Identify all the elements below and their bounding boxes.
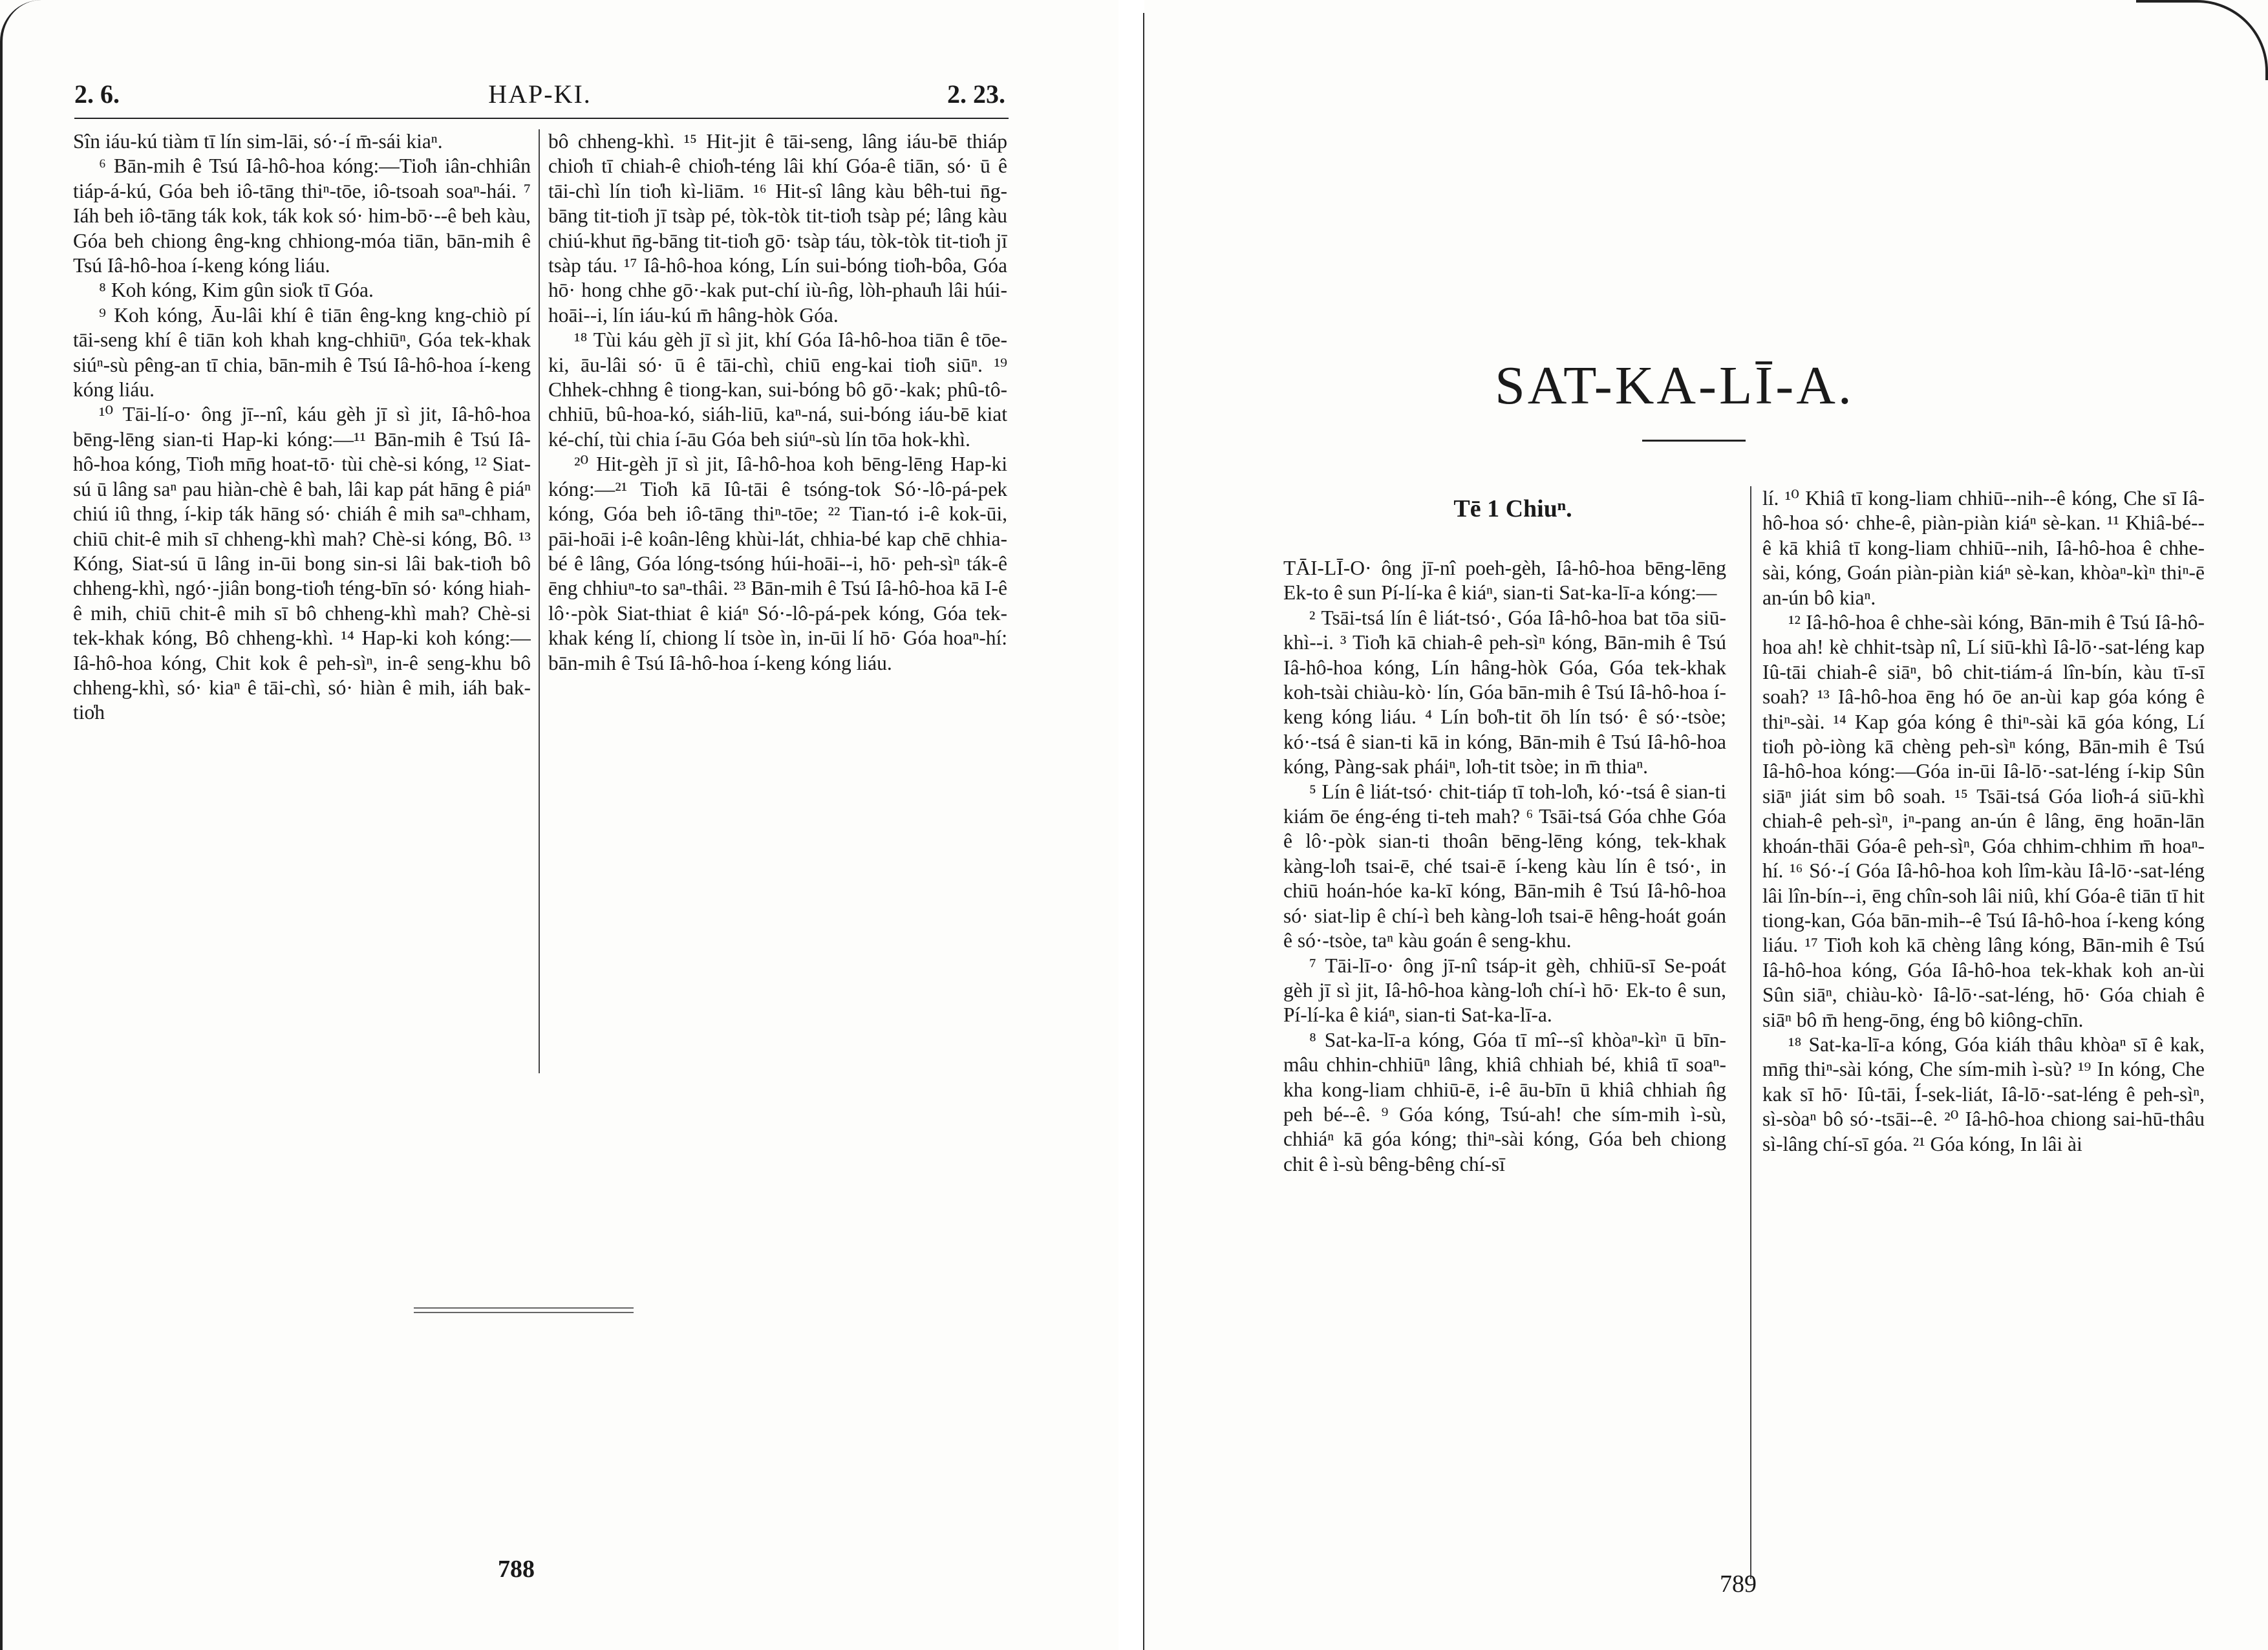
paragraph: ² Tsāi-tsá lín ê liát-tsó·, Góa Iâ-hô-hoa bat tōa siū-khì--i. ³ Tio̍h kā chiah-ê peh-sìⁿ kóng, Bān-mih ê Tsú Iâ-hô-hoa kóng, Lín hâng-hòk Góa, Góa tek-khak koh-tsài chiàu-kò· lín, Góa bān-mih ê Tsú Iâ-hô-hoa í-keng kóng liáu. ⁴ Lín bo̍h-tit ōh lín tsó· ê só·-tsòe; kó·-tsá ê sian-ti kā in kóng, Bān-mih ê Tsú Iâ-hô-hoa kóng, Pàng-sak pháiⁿ, lo̍h-tit tsòe; in m̄ thiaⁿ.	[1283, 606, 1726, 778]
paragraph: bô chheng-khì. ¹⁵ Hit-jit ê tāi-seng, lâng iáu-bē thiáp chio̍h tī chiah-ê chio̍h-téng lâi khí Góa-ê tiān, só· ū ê tāi-chì lín tio̍h kì-liām. ¹⁶ Hit-sî lâng kàu bêh-tui n̄g-bāng tit-tio̍h jī tsàp pé, tòk-tòk tit-tio̍h tsàp pé; lâng kàu chiú-khut n̄g-bāng tit-tio̍h gō· tsàp táu, tòk-tòk tit-tio̍h jī tsàp táu. ¹⁷ Iâ-hô-hoa kóng, Lín sui-bóng tio̍h-bôa, Góa hō· hong chhe gō·-kak put-chí iù-n̂g, lòh-phau̍h lâi húi-hoāi--i, lín iáu-kú m̄ hâng-hòk Góa.	[548, 130, 1007, 327]
book-title: SAT-KA-LĪ-A.	[1495, 356, 1854, 416]
paragraph: ¹⁰ Tāi-lí-o· ông jī--nî, káu gèh jī sì jit, Iâ-hô-hoa bēng-lēng sian-ti Hap-ki kóng:—¹¹ Bān-mih ê Tsú Iâ-hô-hoa kóng, Tio̍h mn̄g hoat-tō· tùi chè-si kóng, ¹² Siat-sú ū lâng saⁿ pau hiàn-chè ê bah, lâi kap pát hāng ê piáⁿ chiú iû thng, í-kip ták hāng só· chiáh ê mih saⁿ-chham, chiū chit-ê mih sī chheng-khì mah? Chè-si kóng, Bô. ¹³ Kóng, Siat-sú ū lâng in-ūi bong sin-si lâi bak-tio̍h bô chheng-khì, ngó·-jiân bong-tio̍h téng-bīn só· kóng hiah-ê mih, chiū chit-ê mih sī bô chheng-khì mah? Chè-si tek-khak kóng, Bô chheng-khì. ¹⁴ Hap-ki koh kóng:—Iâ-hô-hoa kóng, Chit kok ê peh-sìⁿ, in-ê seng-khu bô chheng-khì, só· kiaⁿ ê tāi-chì, só· hiàn ê mih, iáh bak-tio̍h	[73, 403, 531, 724]
page-number: 789	[1720, 1570, 1757, 1598]
paragraph: lí. ¹⁰ Khiâ tī kong-liam chhiū--nih--ê kóng, Che sī Iâ-hô-hoa só· chhe-ê, piàn-piàn kiáⁿ sè-kan. ¹¹ Khiâ-bé--ê kā khiâ tī kong-liam chhiū--nih, Iâ-hô-hoa ê chhe-sài, kóng, Goán piàn-piàn kiáⁿ sè-kan, khòaⁿ-kìⁿ thiⁿ-ē an-ún bô kiaⁿ.	[1762, 487, 2205, 609]
page-number: 788	[498, 1556, 535, 1583]
paragraph: ⁶ Bān-mih ê Tsú Iâ-hô-hoa kóng:—Tio̍h iân-chhiân tiáp-á-kú, Góa beh iô-tāng thiⁿ-tōe, iô-tsoah soaⁿ-hái. ⁷ Iáh beh iô-tāng ták kok, ták kok só· him-bō·--ê beh kàu, Góa beh chiong êng-kng chhiong-móa tiān, bān-mih ê Tsú Iâ-hô-hoa í-keng kóng liáu.	[73, 155, 531, 277]
paragraph: ⁵ Lín ê liát-tsó· chit-tiáp tī toh-lo̍h, kó·-tsá ê sian-ti kiám ōe éng-éng ti-teh mah? ⁶ Tsāi-tsá Góa chhe Góa ê lô·-pòk sian-ti thoân bēng-lēng kóng, tek-khak kàng-lo̍h tsai-ē, ché tsai-ē í-keng kàu lín ê tsó·, in chiū hoán-hóe ka-kī kóng, Bān-mih ê Tsú Iâ-hô-hoa só· siat-lip ê chí-ì beh kàng-lo̍h tsai-ē hêng-hoát goán ê só·-tsòe, taⁿ kàu goán ê seng-khu.	[1283, 780, 1726, 952]
paragraph: ¹² Iâ-hô-hoa ê chhe-sài kóng, Bān-mih ê Tsú Iâ-hô-hoa ah! kè chhit-tsàp nî, Lí siū-khì Iâ-lō·-sat-léng kap Iû-tāi chiah-ê siāⁿ, bô chit-tiám-á lîn-bín, kàu tī-sī soah? ¹³ Iâ-hô-hoa ēng hó ōe an-ùi kap góa kóng ê thiⁿ-sài. ¹⁴ Kap góa kóng ê thiⁿ-sài kā góa kóng, Lí tio̍h pò-iòng kā chèng peh-sìⁿ kóng, Bān-mih ê Tsú Iâ-hô-hoa kóng:—Góa in-ūi Iâ-lō·-sat-léng í-kip Sûn siāⁿ jiát sim bô soah. ¹⁵ Tsāi-tsá Góa lio̍h-á siū-khì chiah-ê peh-sìⁿ, iⁿ-pang an-ún ê lâng, ēng hoān-lān khoán-thāi Góa-ê peh-sìⁿ, Góa chhim-chhim m̄ hoaⁿ-hí. ¹⁶ Só·-í Góa Iâ-hô-hoa koh lîm-kàu Iâ-lō·-sat-léng lâi lîn-bín--i, ēng chîn-soh lâi niû, khí Góa-ê tiān tī hit tiong-kan, Góa bān-mih--ê Tsú Iâ-hô-hoa í-keng kóng liáu. ¹⁷ Tio̍h koh kā chèng lâng kóng, Bān-mih ê Tsú Iâ-hô-hoa kóng, Góa Iâ-hô-hoa tek-khak koh an-ùi Sûn siāⁿ, chiàu-kò· Iâ-lō·-sat-léng, hō· Góa chiah ê siāⁿ bô m̄ heng-ōng, éng bô kiông-chīn.	[1762, 611, 2205, 1031]
paragraph: ⁷ Tāi-lī-o· ông jī-nî tsáp-it gèh, chhiū-sī Se-poát gèh jī sì jit, Iâ-hô-hoa kàng-lo̍h chí-ì hō· Ek-to ê sun, Pí-lí-ka ê kiáⁿ, sian-ti Sat-ka-lī-a.	[1283, 954, 1726, 1027]
title-rule	[1642, 440, 1746, 442]
running-title: HAP-KI.	[488, 80, 592, 109]
running-head-left	[74, 79, 1005, 118]
chapter-heading: Tē 1 Chiuⁿ.	[1453, 495, 1572, 522]
left-page	[0, 0, 1118, 1650]
column-divider	[1750, 486, 1751, 1579]
text-column-left-1	[73, 129, 531, 1073]
left-page-edge	[0, 0, 41, 1650]
paragraph: ⁹ Koh kóng, Āu-lâi khí ê tiān êng-kng kng-chiò pí tāi-seng khí ê tiān koh khah kng-chhiūⁿ, Góa tek-khak siúⁿ-sù pêng-an tī chia, bān-mih ê Tsú Iâ-hô-hoa í-keng kóng liáu.	[73, 303, 531, 402]
chapter-ref-start: 2. 6.	[74, 80, 120, 109]
chapter-ref-end: 2. 23.	[947, 80, 1005, 109]
end-ornament	[414, 1307, 634, 1316]
header-rule	[74, 118, 1009, 119]
column-divider	[539, 129, 540, 1073]
text-column-right-1	[1283, 556, 1726, 1578]
paragraph: ¹⁸ Sat-ka-lī-a kóng, Góa kiáh thâu khòaⁿ sī ê kak, mn̄g thiⁿ-sài kóng, Che sím-mih ì-sù? ¹⁹ In kóng, Che kak sī hō· Iû-tāi, Í-sek-liát, Iâ-lō·-sat-léng ê peh-sìⁿ, sì-sòaⁿ bô só·-tsāi--ê. ²⁰ Iâ-hô-hoa chiong sai-hū-thâu sì-lâng chí-sī góa. ²¹ Góa kóng, In lâi ài	[1762, 1033, 2205, 1155]
paragraph: TĀI-LĪ-O· ông jī-nî poeh-gèh, Iâ-hô-hoa bēng-lēng Ek-to ê sun Pí-lí-ka ê kiáⁿ, sian-ti Sat-ka-lī-a kóng:—	[1283, 557, 1726, 605]
paragraph: ⁸ Sat-ka-lī-a kóng, Góa tī mî--sî khòaⁿ-kìⁿ ū bīn-mâu chhin-chhiūⁿ lâng, khiâ chhiah bé, khiâ tī soaⁿ-kha kong-liam chhiū-ē, i-ê āu-bīn ū khiâ chhiah n̂g peh bé--ê. ⁹ Góa kóng, Tsú-ah! che sím-mih ì-sù, chhiáⁿ kā góa kóng; thiⁿ-sài kóng, Góa beh chiong chit ê ì-sù bêng-bêng chí-sī	[1283, 1028, 1726, 1175]
right-page-edge	[2136, 0, 2268, 80]
paragraph: Sîn iáu-kú tiàm tī lín sim-lāi, só·-í m̄-sái kiaⁿ.	[73, 130, 443, 153]
text-column-right-2	[1762, 486, 2205, 1578]
text-column-left-2	[548, 129, 1007, 1073]
paragraph: ²⁰ Hit-gèh jī sì jit, Iâ-hô-hoa koh bēng-lēng Hap-ki kóng:—²¹ Tio̍h kā Iû-tāi ê tsóng-tok Só·-lô-pá-pek kóng, Góa beh iô-tāng thiⁿ-tōe; ²² Tian-tó i-ê kok-ūi, pāi-hoāi i-ê koân-lêng khùi-lát, chhia-bé kap chē chhia-bé ê lâng, Góa lóng-tsóng húi-hoāi--i, hō· peh-sìⁿ ták-ê ēng chhiuⁿ-to saⁿ-thâi. ²³ Bān-mih ê Tsú Iâ-hô-hoa kā I-ê lô·-pòk Siat-thiat ê kiáⁿ Só·-lô-pá-pek kóng, Góa tek-khak kéng lí, chiong lí tsòe ìn, in-ūi lí hō· Góa hoaⁿ-hí: bān-mih ê Tsú Iâ-hô-hoa í-keng kóng liáu.	[548, 453, 1007, 674]
paragraph: ⁸ Koh kóng, Kim gûn sio̍k tī Góa.	[99, 279, 374, 302]
paragraph: ¹⁸ Tùi káu gèh jī sì jit, khí Góa Iâ-hô-hoa tiān ê tōe-ki, āu-lâi só· ū ê tāi-chì, chiū eng-kai tio̍h siūⁿ. ¹⁹ Chhek-chhng ê tiong-kan, sui-bóng bô gō·-kak; phû-tô-chhiū, bû-hoa-kó, siáh-liū, kaⁿ-ná, sui-bóng iáu-bē kiat ké-chí, tùi chia í-āu Góa beh siúⁿ-sù lín tōa hok-khì.	[548, 328, 1007, 451]
